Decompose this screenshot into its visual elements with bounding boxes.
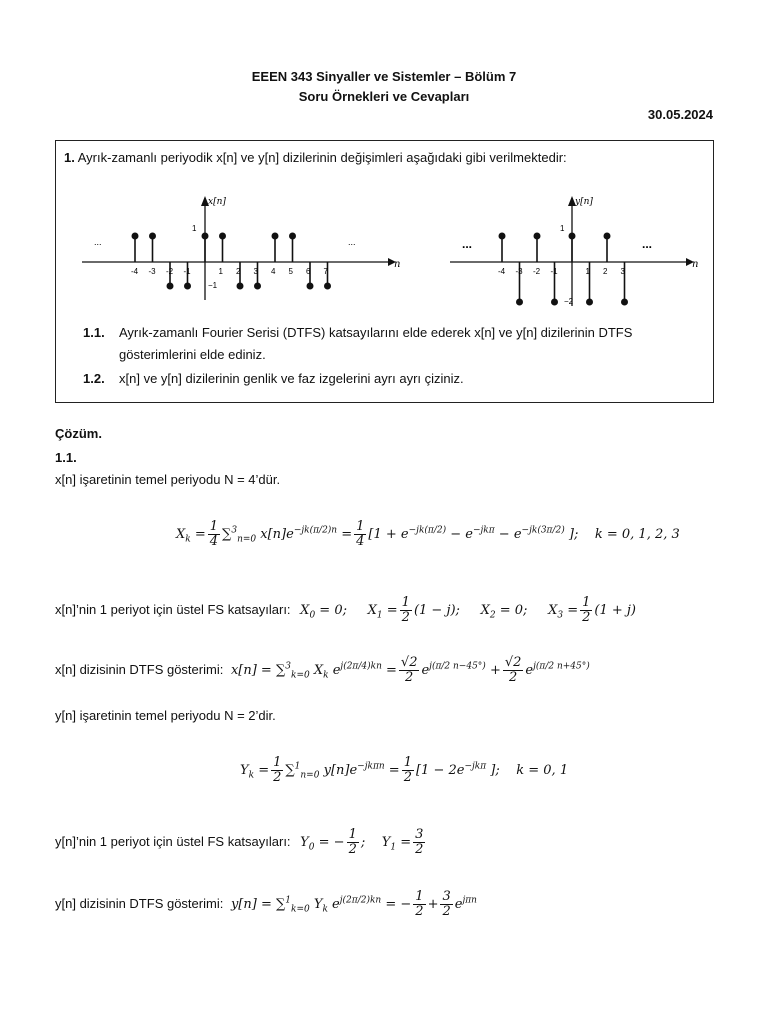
y-ellipsis-left: ...: [462, 237, 473, 251]
x-tick-5: 5: [288, 267, 293, 276]
y-stem--3-dot: [516, 299, 523, 306]
y-tick--1: -1: [550, 267, 558, 276]
y-coef-values: $Y_0$ = − $\frac{1}{2}$ ; $Y_1$ = $\frac{3}{2}$: [300, 827, 424, 857]
x-stem-5-dot: [289, 233, 296, 240]
x-ellipsis-right: ...: [348, 237, 356, 247]
x-tick-2: 2: [236, 267, 241, 276]
y-axis-n: n: [692, 259, 699, 270]
x-one-label: 1: [192, 224, 197, 233]
x-dtfs-label: x[n] dizisinin DTFS gösterimi:: [55, 662, 224, 677]
x-tick-6: 6: [306, 267, 311, 276]
x-stem-2-dot: [237, 283, 244, 290]
doc-date: 30.05.2024: [647, 107, 713, 122]
question-text: Ayrık-zamanlı periyodik x[n] ve y[n] dizilerinin değişimleri aşağıdaki gibi verilmektedir:: [77, 150, 567, 165]
subquestion-1-1: [83, 322, 710, 366]
x-dtfs-equation: x[n] = ∑$^3_{k=0}$ $X_k$ $e^{j(2\pi/4)kn}$ = $\frac{√2}{2}$ $e^{j(\pi/2 n-45^\circ)}$ + $\frac{√2}{2}$ $e^{j(\pi/2 n+45^\circ)}$: [230, 655, 590, 685]
plot-y: [448, 190, 708, 310]
x-tick-1: 1: [218, 267, 223, 276]
x-stem-4-dot: [272, 233, 279, 240]
doc-subtitle: Soru Örnekleri ve Cevapları: [298, 89, 470, 104]
y-coef-line: [55, 828, 427, 857]
y-minus-two-label: −2: [564, 297, 574, 306]
x-stem-0-dot: [202, 233, 209, 240]
subquestion-1-2: [83, 368, 710, 390]
y-tick-3: 3: [620, 267, 625, 276]
y-ellipsis-right: ...: [642, 237, 653, 251]
x-minus-one-label: −1: [208, 281, 218, 290]
x-stem--2-dot: [167, 283, 174, 290]
y-stem--1-dot: [551, 299, 558, 306]
solution-heading: Çözüm.: [55, 426, 102, 441]
y-dtfs-line: [55, 890, 477, 919]
y-tick-2: 2: [603, 267, 608, 276]
y-coef-label: y[n]’nin 1 periyot için üstel FS katsayıları:: [55, 834, 291, 849]
x-stem--4-dot: [132, 233, 139, 240]
plot-x: [80, 190, 400, 310]
y-stem--2-dot: [534, 233, 541, 240]
x-stem-3-dot: [254, 283, 261, 290]
y-tick--3: -3: [515, 267, 523, 276]
x-ellipsis-left: ...: [94, 237, 102, 247]
x-coef-values: $X_0 = 0$; $X_1$ = $\frac{1}{2}$ (1 − j); $X_2 = 0$; $X_3$ = $\frac{1}{2}$ (1 + j): [300, 595, 636, 625]
sub2-number: 1.2.: [83, 371, 105, 386]
y-stem-3-dot: [621, 299, 628, 306]
x-stem-6-dot: [307, 283, 314, 290]
x-stems: [132, 233, 332, 290]
question-1: [64, 150, 567, 165]
x-stem--3-dot: [149, 233, 156, 240]
sub2-text: x[n] ve y[n] dizilerinin genlik ve faz izgelerini ayrı ayrı çiziniz.: [119, 371, 464, 386]
yk-equation: $Y_k$ = $\frac{1}{2}$ ∑$^1_{n=0}$ $y[n]e^{-jk\pi n}$ = $\frac{1}{2}$ [$1 - 2e^{-jk\pi}$ ]; k = 0, 1: [240, 755, 569, 785]
y-tick--2: -2: [533, 267, 541, 276]
y-stem-2-dot: [604, 233, 611, 240]
question-number: 1.: [64, 150, 75, 165]
x-coef-label: x[n]’nin 1 periyot için üstel FS katsayıları:: [55, 602, 291, 617]
y-tick--4: -4: [498, 267, 506, 276]
x-tick--2: -2: [166, 267, 174, 276]
x-dtfs-line: [55, 656, 590, 685]
y-dtfs-equation: y[n] = ∑$^1_{k=0}$ $Y_k$ $e^{j(2\pi/2)kn}$ = − $\frac{1}{2}$ + $\frac{3}{2}$ $e^{j\pi n}$: [230, 889, 477, 919]
y-stem-1-dot: [586, 299, 593, 306]
x-tick-7: 7: [323, 267, 328, 276]
x-tick--3: -3: [148, 267, 156, 276]
y-dtfs-label: y[n] dizisinin DTFS gösterimi:: [55, 896, 224, 911]
x-coef-line: [55, 596, 636, 625]
y-tick-1: 1: [585, 267, 590, 276]
x-tick-labels: [131, 267, 329, 276]
x-plot-label: x[n]: [208, 197, 226, 207]
sub1-text-a: Ayrık-zamanlı Fourier Serisi (DTFS) katsayılarını elde ederek x[n] ve y[n] dizilerinin DTFS: [119, 325, 633, 340]
x-axis-n: n: [394, 259, 400, 270]
sub1-text-b: gösterimlerini elde ediniz.: [119, 347, 266, 362]
y-one-label: 1: [560, 224, 565, 233]
y-tick-labels: [498, 267, 626, 276]
x-tick-3: 3: [253, 267, 258, 276]
xk-equation: $X_k$ = $\frac{1}{4}$ ∑$^3_{n=0}$ $x[n]e^{-jk(\pi/2)n}$ = $\frac{1}{4}$ [$1 + e^{-jk(\pi/2)} - e^{-jk\pi} - e^{-jk(3\pi/2)}$ ]; k = 0, 1, 2, 3: [176, 519, 680, 549]
x-stem--1-dot: [184, 283, 191, 290]
x-stem-1-dot: [219, 233, 226, 240]
y-period-text: y[n] işaretinin temel periyodu N = 2’dir.: [55, 708, 276, 723]
y-stem--4-dot: [499, 233, 506, 240]
x-period-text: x[n] işaretinin temel periyodu N = 4’dür.: [55, 472, 281, 487]
x-stem-7-dot: [324, 283, 331, 290]
sub1-number: 1.1.: [83, 325, 105, 340]
solution-part: 1.1.: [55, 450, 77, 465]
doc-title: EEEN 343 Sinyaller ve Sistemler – Bölüm 7: [251, 69, 517, 84]
y-plot-label: y[n]: [575, 197, 593, 207]
x-tick-4: 4: [271, 267, 276, 276]
x-tick--1: -1: [183, 267, 191, 276]
y-stem-0-dot: [569, 233, 576, 240]
x-tick--4: -4: [131, 267, 139, 276]
